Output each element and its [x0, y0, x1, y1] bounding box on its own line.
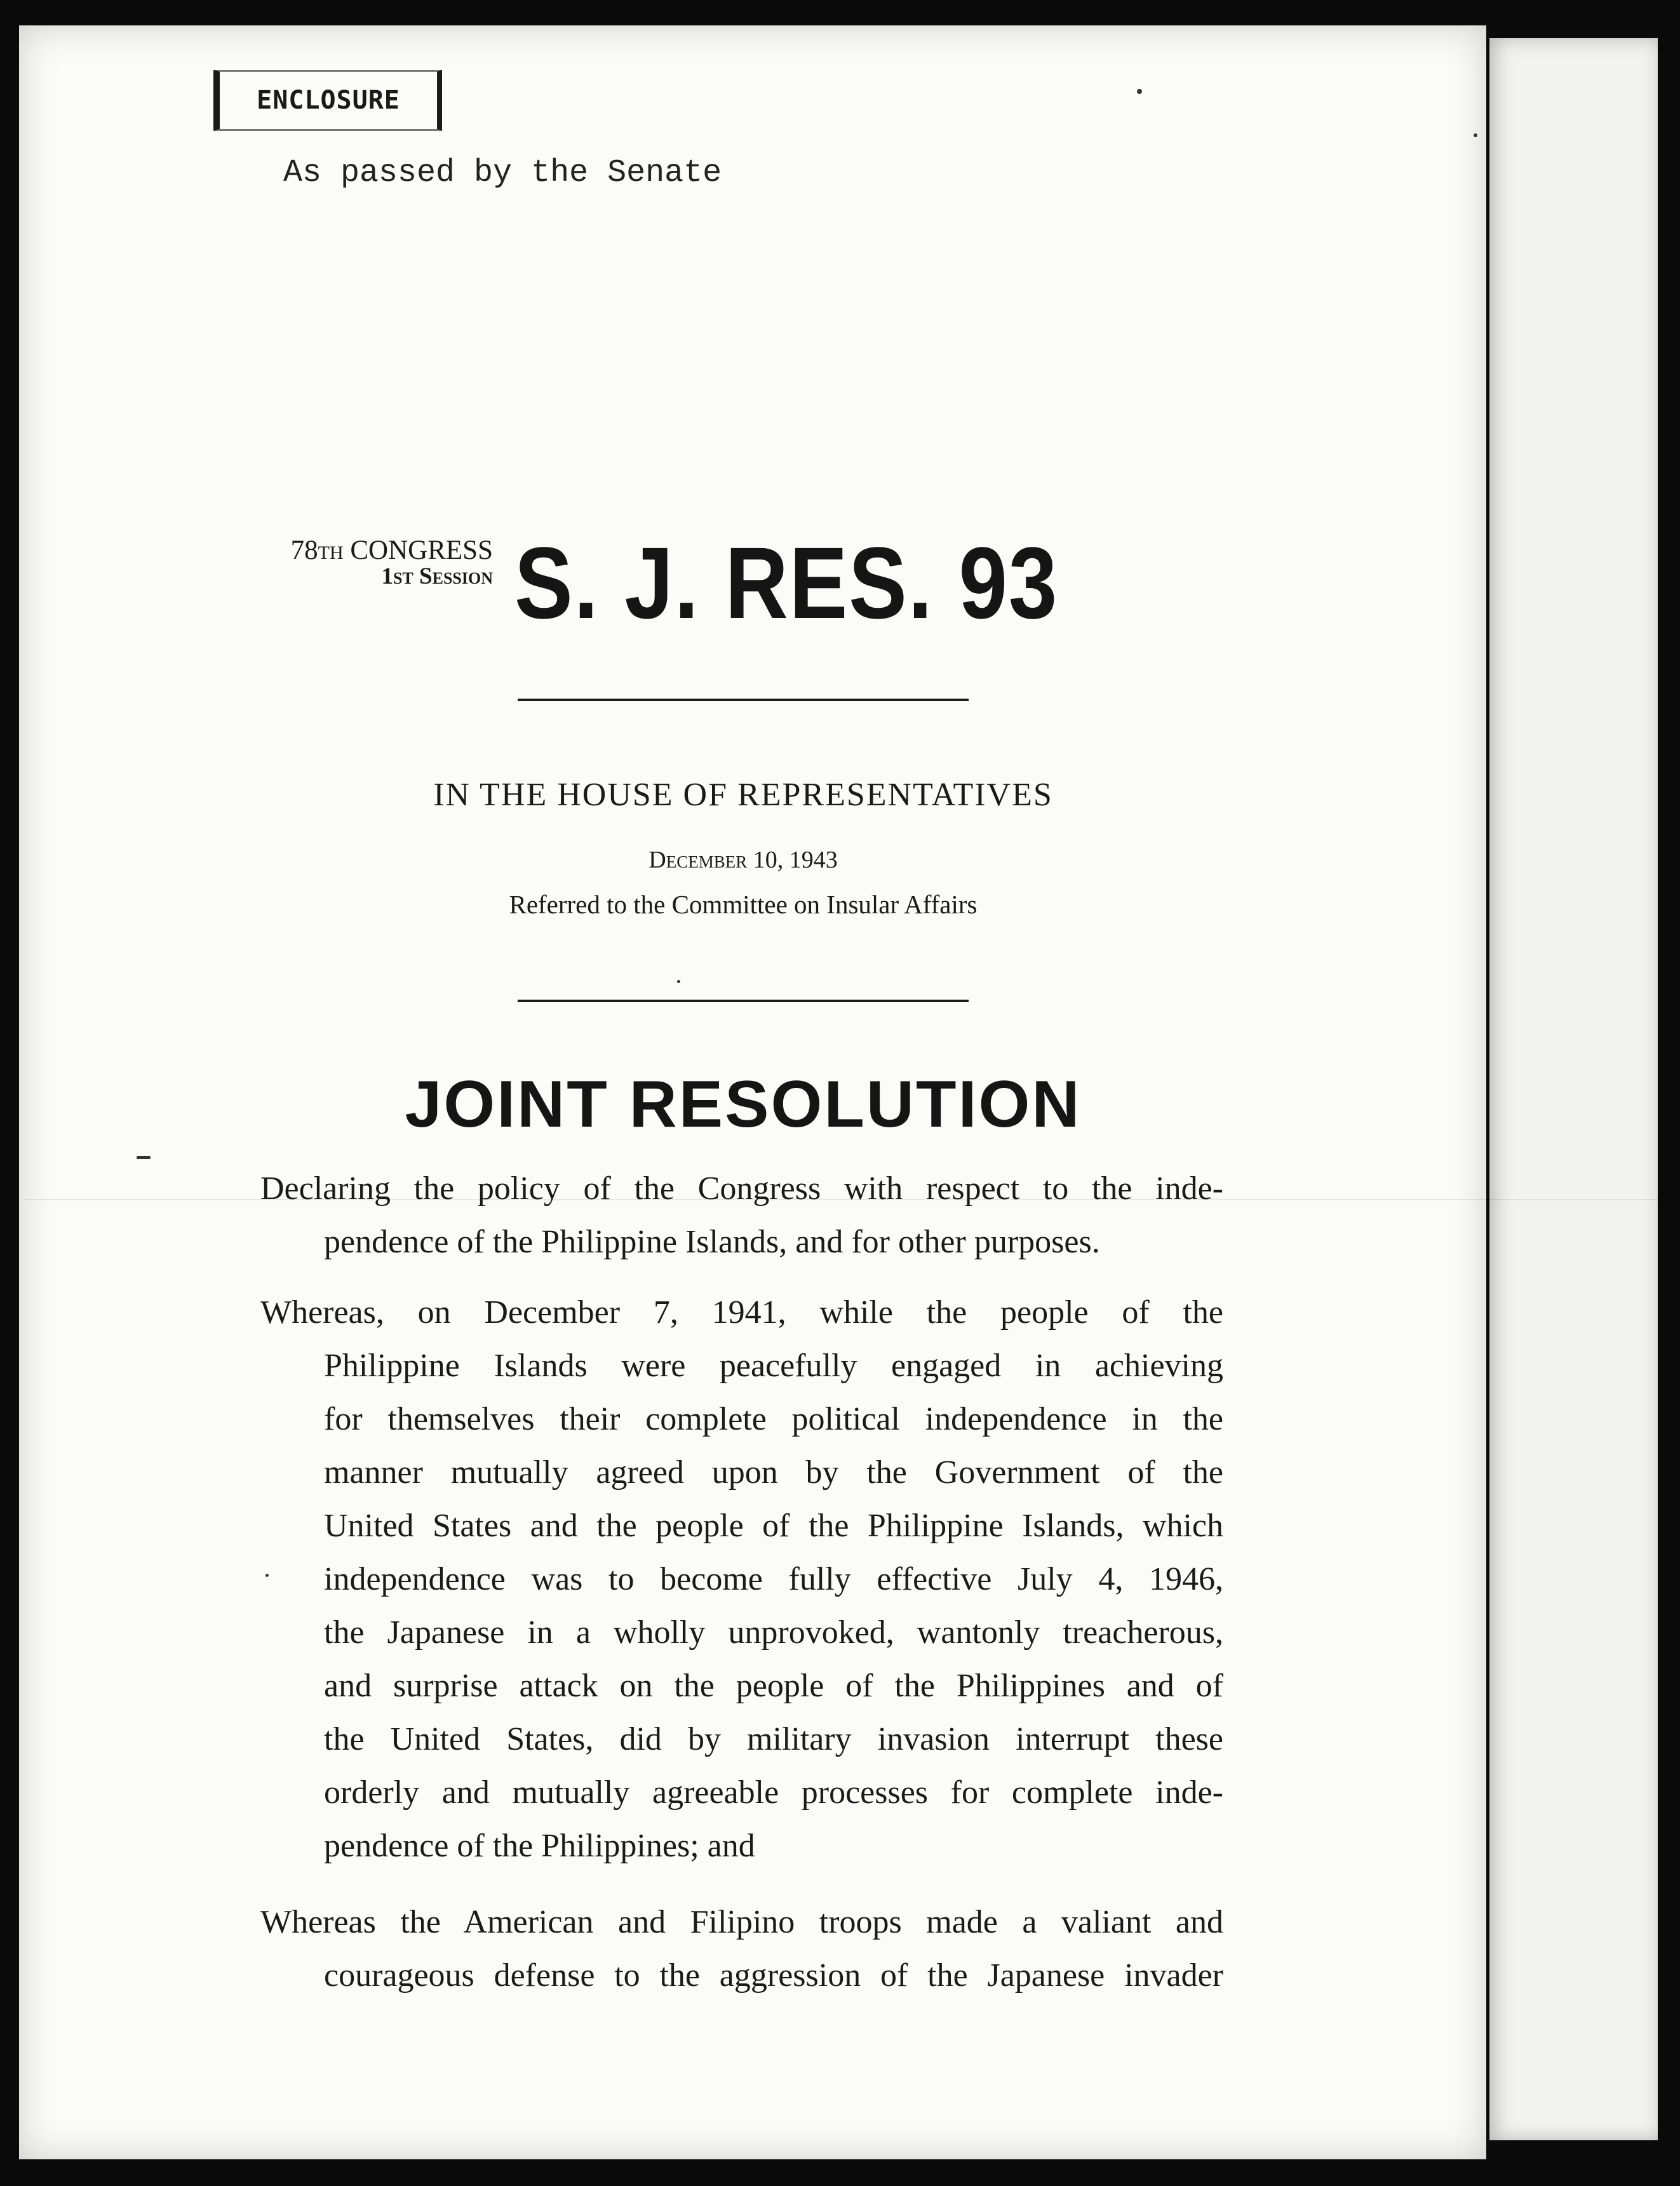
chamber-title: IN THE HOUSE OF REPRESENTATIVES	[433, 777, 1053, 813]
whereas-line: Philippine Islands were peacefully engaged in achieving	[324, 1348, 1223, 1384]
whereas-line: United States and the people of the Philippine Islands, which	[324, 1508, 1223, 1544]
whereas-line: the United States, did by military invasion interrupt these	[324, 1721, 1223, 1757]
purpose-clause	[260, 1162, 1223, 1269]
whereas-clause-2	[260, 1896, 1223, 2002]
whereas-line: courageous defense to the aggression of the Japanese invader	[324, 1957, 1223, 1994]
whereas-line: orderly and mutually agreeable processes for complete inde-	[324, 1774, 1223, 1811]
congress-session-block	[254, 536, 493, 589]
whereas-line: manner mutually agreed upon by the Government of the	[324, 1454, 1223, 1491]
whereas-clause-1	[260, 1286, 1223, 1873]
session-number: 1st Session	[381, 563, 493, 590]
purpose-line: pendence of the Philippine Islands, and for other purposes.	[324, 1224, 1100, 1260]
whereas-line: Whereas the American and Filipino troops made a valiant and	[260, 1904, 1223, 1940]
typed-senate-note: As passed by the Senate	[283, 155, 722, 191]
scan-speck	[137, 1156, 151, 1159]
whereas-line: the Japanese in a wholly unprovoked, wantonly treacherous,	[324, 1614, 1223, 1651]
scan-speck	[1137, 89, 1142, 94]
whereas-line: and surprise attack on the people of the Philippines and of	[324, 1668, 1223, 1704]
congress-number: 78th CONGRESS	[290, 535, 493, 565]
bill-number: S. J. RES. 93	[514, 526, 1059, 640]
whereas-line: for themselves their complete political independence in the	[324, 1401, 1223, 1437]
whereas-line: pendence of the Philippines; and	[324, 1828, 755, 1864]
scan-speck	[1474, 133, 1477, 137]
document-type-heading: JOINT RESOLUTION	[405, 1068, 1082, 1141]
divider-rule-top	[518, 699, 969, 701]
purpose-line: Declaring the policy of the Congress with respect to the inde-	[260, 1170, 1223, 1207]
referral-date: December 10, 1943	[648, 847, 838, 873]
whereas-line: independence was to become fully effective July 4, 1946,	[324, 1561, 1223, 1597]
enclosure-stamp: ENCLOSURE	[213, 70, 442, 131]
committee-referral: Referred to the Committee on Insular Affairs	[509, 890, 978, 919]
scan-speck	[677, 980, 680, 983]
divider-rule-bottom	[518, 1000, 969, 1002]
whereas-line: Whereas, on December 7, 1941, while the people of the	[260, 1294, 1223, 1331]
underlying-page-edge	[1489, 38, 1658, 2140]
scan-speck	[265, 1574, 269, 1577]
